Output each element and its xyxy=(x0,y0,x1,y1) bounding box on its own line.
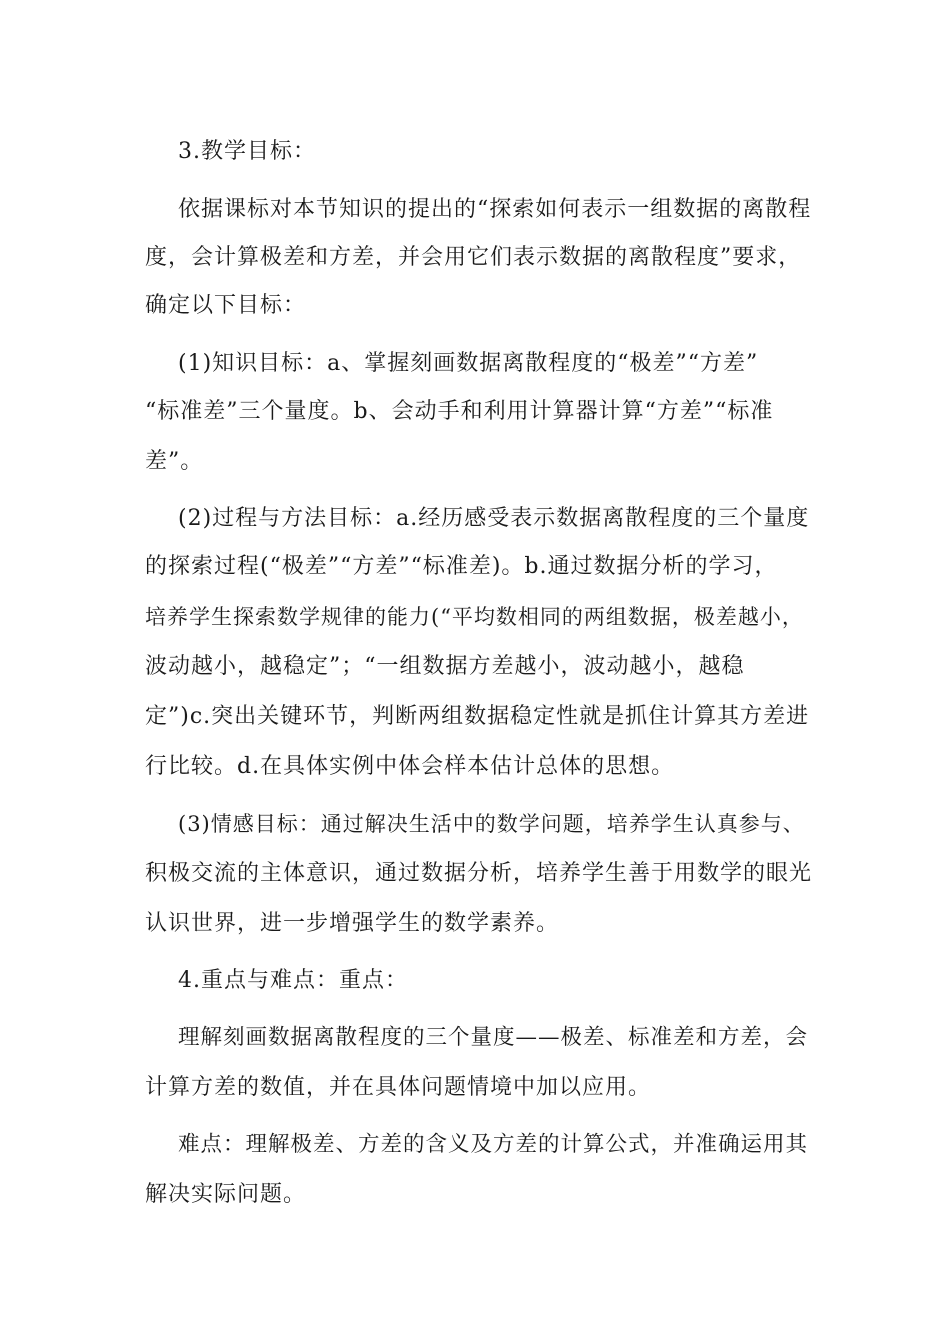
paragraph-line: 理解刻画数据离散程度的三个量度——极差、标准差和方差，会 xyxy=(178,1025,809,1050)
paragraph-line: 波动越小，越稳定”；“一组数据方差越小，波动越小，越稳 xyxy=(145,654,745,679)
paragraph-line: 定”)c.突出关键环节，判断两组数据稳定性就是抓住计算其方差进 xyxy=(145,704,810,729)
paragraph-line: 差”。 xyxy=(145,449,204,474)
paragraph-line: 认识世界，进一步增强学生的数学素养。 xyxy=(145,911,560,936)
paragraph-line: 培养学生探索数学规律的能力(“平均数相同的两组数据，极差越小， xyxy=(145,605,804,629)
section-heading-objectives: 3.教学目标： xyxy=(178,139,316,164)
section-heading-key-points: 4.重点与难点：重点： xyxy=(178,968,408,993)
paragraph-line: 度，会计算极差和方差，并会用它们表示数据的离散程度”要求， xyxy=(145,245,802,270)
paragraph-line: 确定以下目标： xyxy=(145,293,307,318)
paragraph-line: (1)知识目标：a、掌握刻画数据离散程度的“极差”“方差” xyxy=(178,351,759,376)
paragraph-line: (2)过程与方法目标：a.经历感受表示数据离散程度的三个量度 xyxy=(178,506,810,531)
paragraph-line: 计算方差的数值，并在具体问题情境中加以应用。 xyxy=(145,1075,652,1100)
paragraph-line: 依据课标对本节知识的提出的“探索如何表示一组数据的离散程 xyxy=(178,197,812,222)
paragraph-line: 行比较。d.在具体实例中体会样本估计总体的思想。 xyxy=(145,754,675,779)
paragraph-line: 解决实际问题。 xyxy=(145,1182,307,1207)
paragraph-line: 积极交流的主体意识，通过数据分析，培养学生善于用数学的眼光 xyxy=(145,861,813,886)
paragraph-line: (3)情感目标：通过解决生活中的数学问题，培养学生认真参与、 xyxy=(178,812,805,836)
paragraph-line: 难点：理解极差、方差的含义及方差的计算公式，并准确运用其 xyxy=(178,1132,809,1157)
paragraph-line: “标准差”三个量度。b、会动手和利用计算器计算“方差”“标准 xyxy=(145,399,774,424)
paragraph-line: 的探索过程(“极差”“方差”“标准差)。b.通过数据分析的学习， xyxy=(145,554,778,579)
